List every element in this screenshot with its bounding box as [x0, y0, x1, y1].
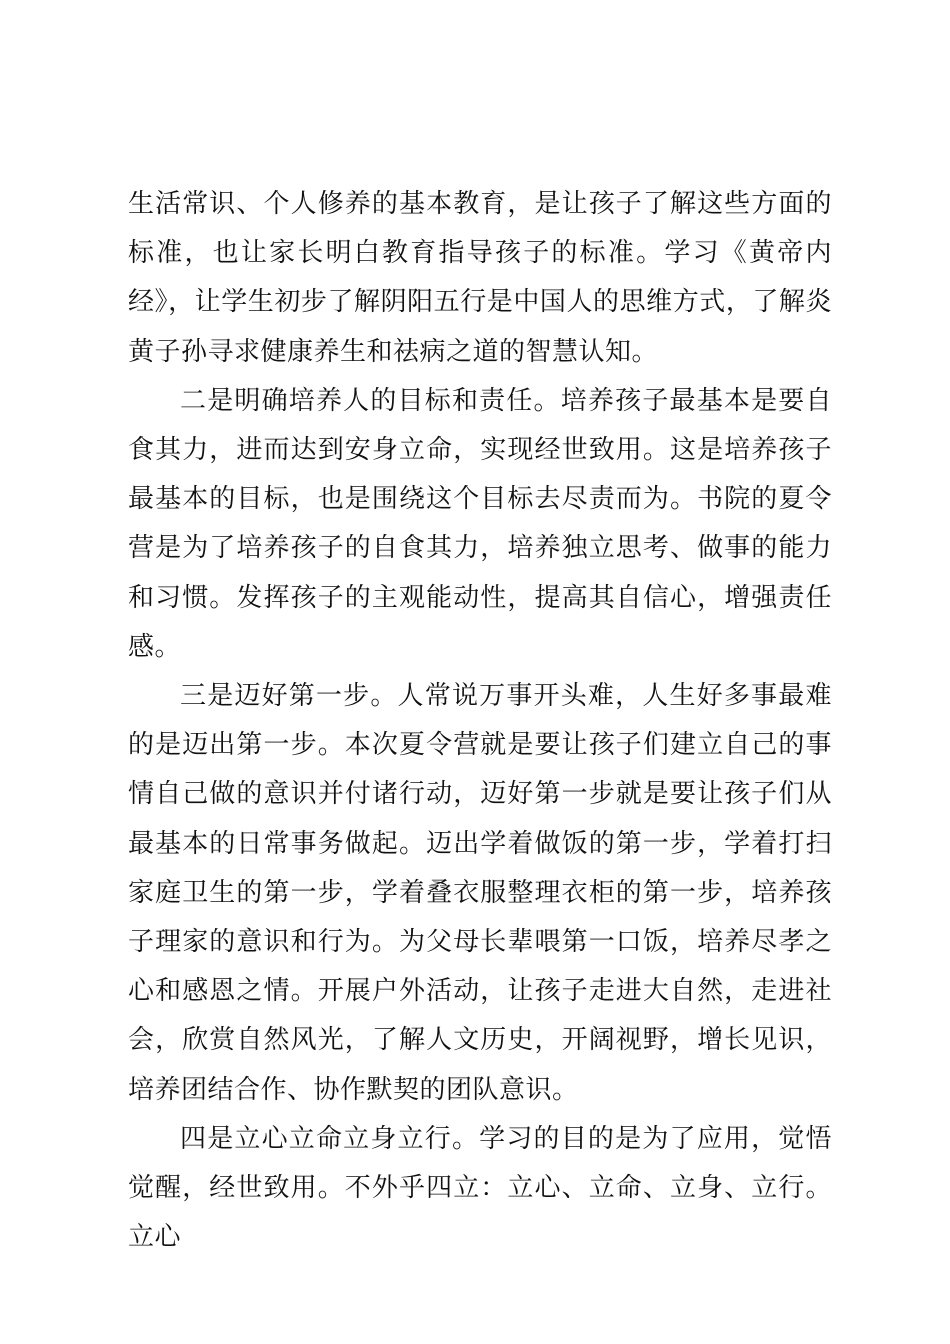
paragraph-continuation: 生活常识、个人修养的基本教育，是让孩子了解这些方面的标准，也让家长明白教育指导孩子的标准。学习《黄帝内经》，让学生初步了解阴阳五行是中国人的思维方式，了解炎黄子孙寻求健康养生和祛病之道的智慧认知。 — [128, 189, 832, 367]
document-body — [128, 180, 832, 1262]
paragraph-point-4: 四是立心立命立身立行。学习的目的是为了应用，觉悟觉醒，经世致用。不外乎四立：立心、立命、立身、立行。立心 — [128, 1123, 832, 1253]
paragraph-point-2: 二是明确培养人的目标和责任。培养孩子最基本是要自食其力，进而达到安身立命，实现经世致用。这是培养孩子最基本的目标，也是围绕这个目标去尽责而为。书院的夏令营是为了培养孩子的自食其力，培养独立思考、做事的能力和习惯。发挥孩子的主观能动性，提高其自信心，增强责任感。 — [128, 385, 832, 662]
paragraph-point-3: 三是迈好第一步。人常说万事开头难，人生好多事最难的是迈出第一步。本次夏令营就是要让孩子们建立自己的事情自己做的意识并付诸行动，迈好第一步就是要让孩子们从最基本的日常事务做起。迈出学着做饭的第一步，学着打扫家庭卫生的第一步，学着叠衣服整理衣柜的第一步，培养孩子理家的意识和行为。为父母长辈喂第一口饭，培养尽孝之心和感恩之情。开展户外活动，让孩子走进大自然，走进社会，欣赏自然风光，了解人文历史，开阔视野，增长见识，培养团结合作、协作默契的团队意识。 — [128, 681, 832, 1105]
